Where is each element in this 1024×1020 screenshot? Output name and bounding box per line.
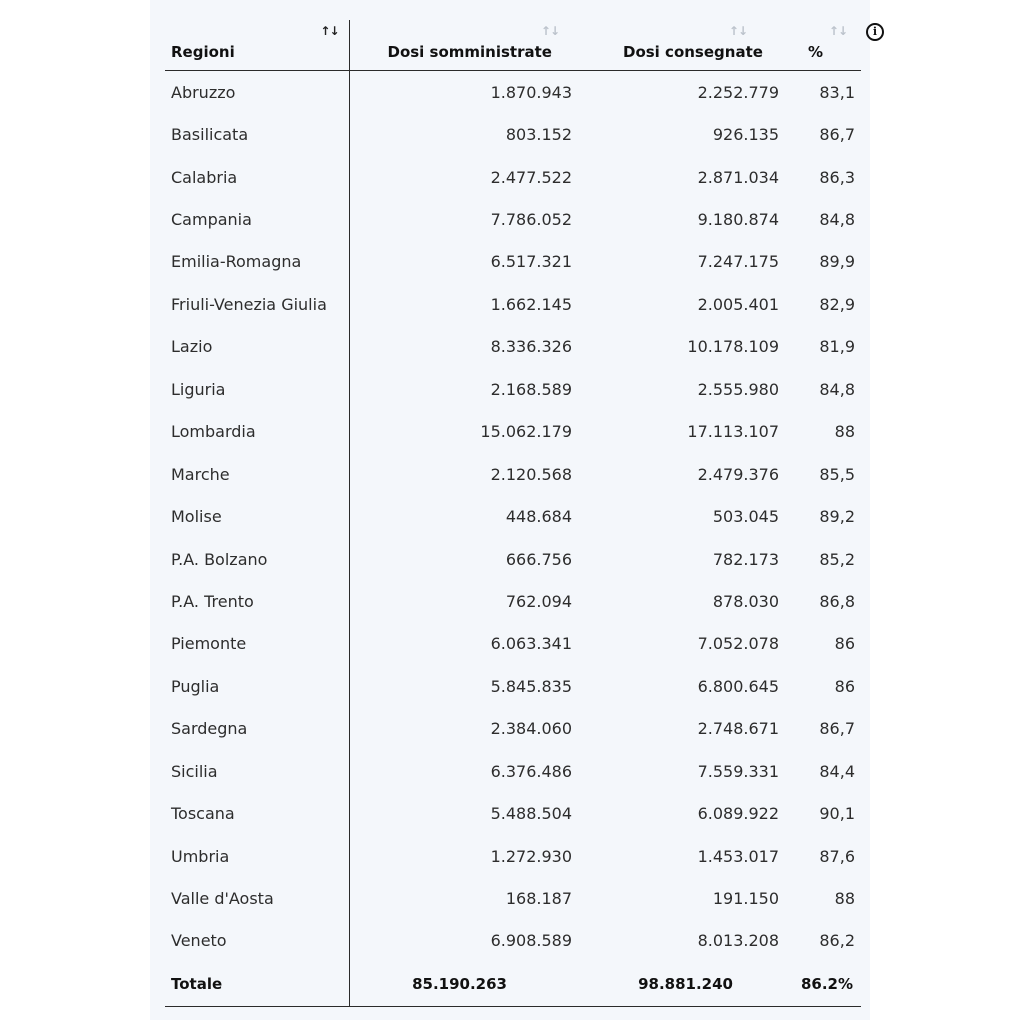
table-row bbox=[165, 538, 861, 580]
cell-percent: 89,9 bbox=[819, 252, 855, 272]
cell-administered: 448.684 bbox=[505, 507, 572, 527]
vaccine-table-container bbox=[165, 20, 861, 1007]
cell-percent: 86 bbox=[834, 676, 855, 696]
cell-percent: 86 bbox=[834, 634, 855, 654]
table-row bbox=[165, 71, 861, 114]
cell-region: Lazio bbox=[165, 326, 349, 368]
cell-region: Toscana bbox=[165, 792, 349, 834]
total-delivered: 98.881.240 bbox=[593, 962, 799, 1007]
column-header-label: Dosi consegnate bbox=[623, 43, 763, 61]
sort-icon[interactable]: ↑↓ bbox=[320, 24, 339, 38]
cell-percent: 87,6 bbox=[819, 846, 855, 866]
table-row bbox=[165, 495, 861, 537]
info-icon[interactable]: i bbox=[866, 23, 884, 41]
cell-region: Friuli-Venezia Giulia bbox=[165, 283, 349, 325]
total-administered: 85.190.263 bbox=[349, 962, 593, 1007]
cell-delivered: 7.052.078 bbox=[697, 634, 779, 654]
cell-delivered: 191.150 bbox=[712, 889, 779, 909]
cell-delivered: 7.559.331 bbox=[697, 761, 779, 781]
cell-percent: 88 bbox=[834, 889, 855, 909]
cell-administered: 168.187 bbox=[505, 889, 572, 909]
cell-delivered: 782.173 bbox=[712, 549, 779, 569]
vaccine-doses-table bbox=[165, 20, 861, 1007]
cell-region: Lombardia bbox=[165, 411, 349, 453]
table-body bbox=[165, 71, 861, 963]
cell-delivered: 6.800.645 bbox=[697, 676, 779, 696]
column-header-label: Regioni bbox=[171, 43, 235, 61]
table-row bbox=[165, 920, 861, 962]
cell-region: Sardegna bbox=[165, 708, 349, 750]
cell-region: Abruzzo bbox=[165, 71, 349, 114]
column-header-region[interactable] bbox=[165, 20, 349, 71]
table-row bbox=[165, 750, 861, 792]
cell-administered: 803.152 bbox=[505, 125, 572, 145]
cell-delivered: 878.030 bbox=[712, 591, 779, 611]
cell-delivered: 2.252.779 bbox=[697, 82, 779, 102]
total-label: Totale bbox=[165, 962, 349, 1007]
table-row bbox=[165, 156, 861, 198]
cell-percent: 88 bbox=[834, 422, 855, 442]
cell-percent: 86,2 bbox=[819, 931, 855, 951]
table-row bbox=[165, 198, 861, 240]
cell-delivered: 2.005.401 bbox=[697, 294, 779, 314]
table-row bbox=[165, 877, 861, 919]
table-row bbox=[165, 241, 861, 283]
cell-delivered: 9.180.874 bbox=[697, 210, 779, 230]
cell-administered: 666.756 bbox=[505, 549, 572, 569]
cell-delivered: 8.013.208 bbox=[697, 931, 779, 951]
cell-region: Calabria bbox=[165, 156, 349, 198]
cell-delivered: 10.178.109 bbox=[687, 337, 779, 357]
column-header-label: % bbox=[808, 43, 824, 61]
cell-administered: 5.845.835 bbox=[490, 676, 572, 696]
table-row bbox=[165, 453, 861, 495]
total-row bbox=[165, 962, 861, 1007]
cell-region: P.A. Bolzano bbox=[165, 538, 349, 580]
table-row bbox=[165, 792, 861, 834]
cell-delivered: 7.247.175 bbox=[697, 252, 779, 272]
cell-region: Basilicata bbox=[165, 113, 349, 155]
column-header-administered[interactable] bbox=[349, 20, 593, 71]
cell-percent: 86,3 bbox=[819, 167, 855, 187]
sort-icon[interactable]: ↑↓ bbox=[728, 24, 747, 38]
cell-percent: 82,9 bbox=[819, 294, 855, 314]
cell-percent: 86,8 bbox=[819, 591, 855, 611]
cell-delivered: 2.748.671 bbox=[697, 719, 779, 739]
column-header-percent[interactable] bbox=[799, 20, 861, 71]
cell-region: Puglia bbox=[165, 665, 349, 707]
table-row bbox=[165, 835, 861, 877]
cell-administered: 1.870.943 bbox=[490, 82, 572, 102]
table-row bbox=[165, 283, 861, 325]
cell-delivered: 1.453.017 bbox=[697, 846, 779, 866]
total-percent: 86.2% bbox=[799, 962, 861, 1007]
cell-region: Valle d'Aosta bbox=[165, 877, 349, 919]
cell-administered: 7.786.052 bbox=[490, 210, 572, 230]
cell-percent: 89,2 bbox=[819, 507, 855, 527]
cell-region: Emilia-Romagna bbox=[165, 241, 349, 283]
cell-administered: 6.063.341 bbox=[490, 634, 572, 654]
cell-percent: 81,9 bbox=[819, 337, 855, 357]
cell-delivered: 2.479.376 bbox=[697, 464, 779, 484]
cell-administered: 762.094 bbox=[505, 591, 572, 611]
table-row bbox=[165, 580, 861, 622]
cell-administered: 2.168.589 bbox=[490, 379, 572, 399]
cell-delivered: 2.871.034 bbox=[697, 167, 779, 187]
cell-administered: 5.488.504 bbox=[490, 804, 572, 824]
cell-percent: 86,7 bbox=[819, 125, 855, 145]
sort-icon[interactable]: ↑↓ bbox=[828, 24, 847, 38]
cell-region: Marche bbox=[165, 453, 349, 495]
cell-administered: 2.120.568 bbox=[490, 464, 572, 484]
cell-administered: 6.376.486 bbox=[490, 761, 572, 781]
cell-percent: 90,1 bbox=[819, 804, 855, 824]
sort-icon[interactable]: ↑↓ bbox=[540, 24, 559, 38]
table-row bbox=[165, 411, 861, 453]
cell-region: Molise bbox=[165, 495, 349, 537]
cell-percent: 84,8 bbox=[819, 210, 855, 230]
cell-administered: 8.336.326 bbox=[490, 337, 572, 357]
cell-delivered: 2.555.980 bbox=[697, 379, 779, 399]
table-row bbox=[165, 113, 861, 155]
cell-region: Sicilia bbox=[165, 750, 349, 792]
cell-delivered: 503.045 bbox=[712, 507, 779, 527]
cell-percent: 83,1 bbox=[819, 82, 855, 102]
cell-region: P.A. Trento bbox=[165, 580, 349, 622]
table-row bbox=[165, 623, 861, 665]
cell-delivered: 926.135 bbox=[712, 125, 779, 145]
cell-administered: 1.272.930 bbox=[490, 846, 572, 866]
cell-region: Umbria bbox=[165, 835, 349, 877]
cell-region: Veneto bbox=[165, 920, 349, 962]
table-row bbox=[165, 708, 861, 750]
cell-delivered: 6.089.922 bbox=[697, 804, 779, 824]
cell-region: Piemonte bbox=[165, 623, 349, 665]
table-row bbox=[165, 368, 861, 410]
table-row bbox=[165, 665, 861, 707]
cell-administered: 2.477.522 bbox=[490, 167, 572, 187]
column-header-label: Dosi somministrate bbox=[387, 43, 552, 61]
cell-administered: 6.908.589 bbox=[490, 931, 572, 951]
cell-percent: 84,4 bbox=[819, 761, 855, 781]
cell-percent: 86,7 bbox=[819, 719, 855, 739]
cell-administered: 15.062.179 bbox=[480, 422, 572, 442]
cell-region: Campania bbox=[165, 198, 349, 240]
cell-percent: 84,8 bbox=[819, 379, 855, 399]
cell-administered: 1.662.145 bbox=[490, 294, 572, 314]
table-row bbox=[165, 326, 861, 368]
table-header-row bbox=[165, 20, 861, 71]
cell-percent: 85,5 bbox=[819, 464, 855, 484]
cell-administered: 2.384.060 bbox=[490, 719, 572, 739]
column-header-delivered[interactable] bbox=[593, 20, 799, 71]
cell-delivered: 17.113.107 bbox=[687, 422, 779, 442]
cell-percent: 85,2 bbox=[819, 549, 855, 569]
cell-region: Liguria bbox=[165, 368, 349, 410]
cell-administered: 6.517.321 bbox=[490, 252, 572, 272]
